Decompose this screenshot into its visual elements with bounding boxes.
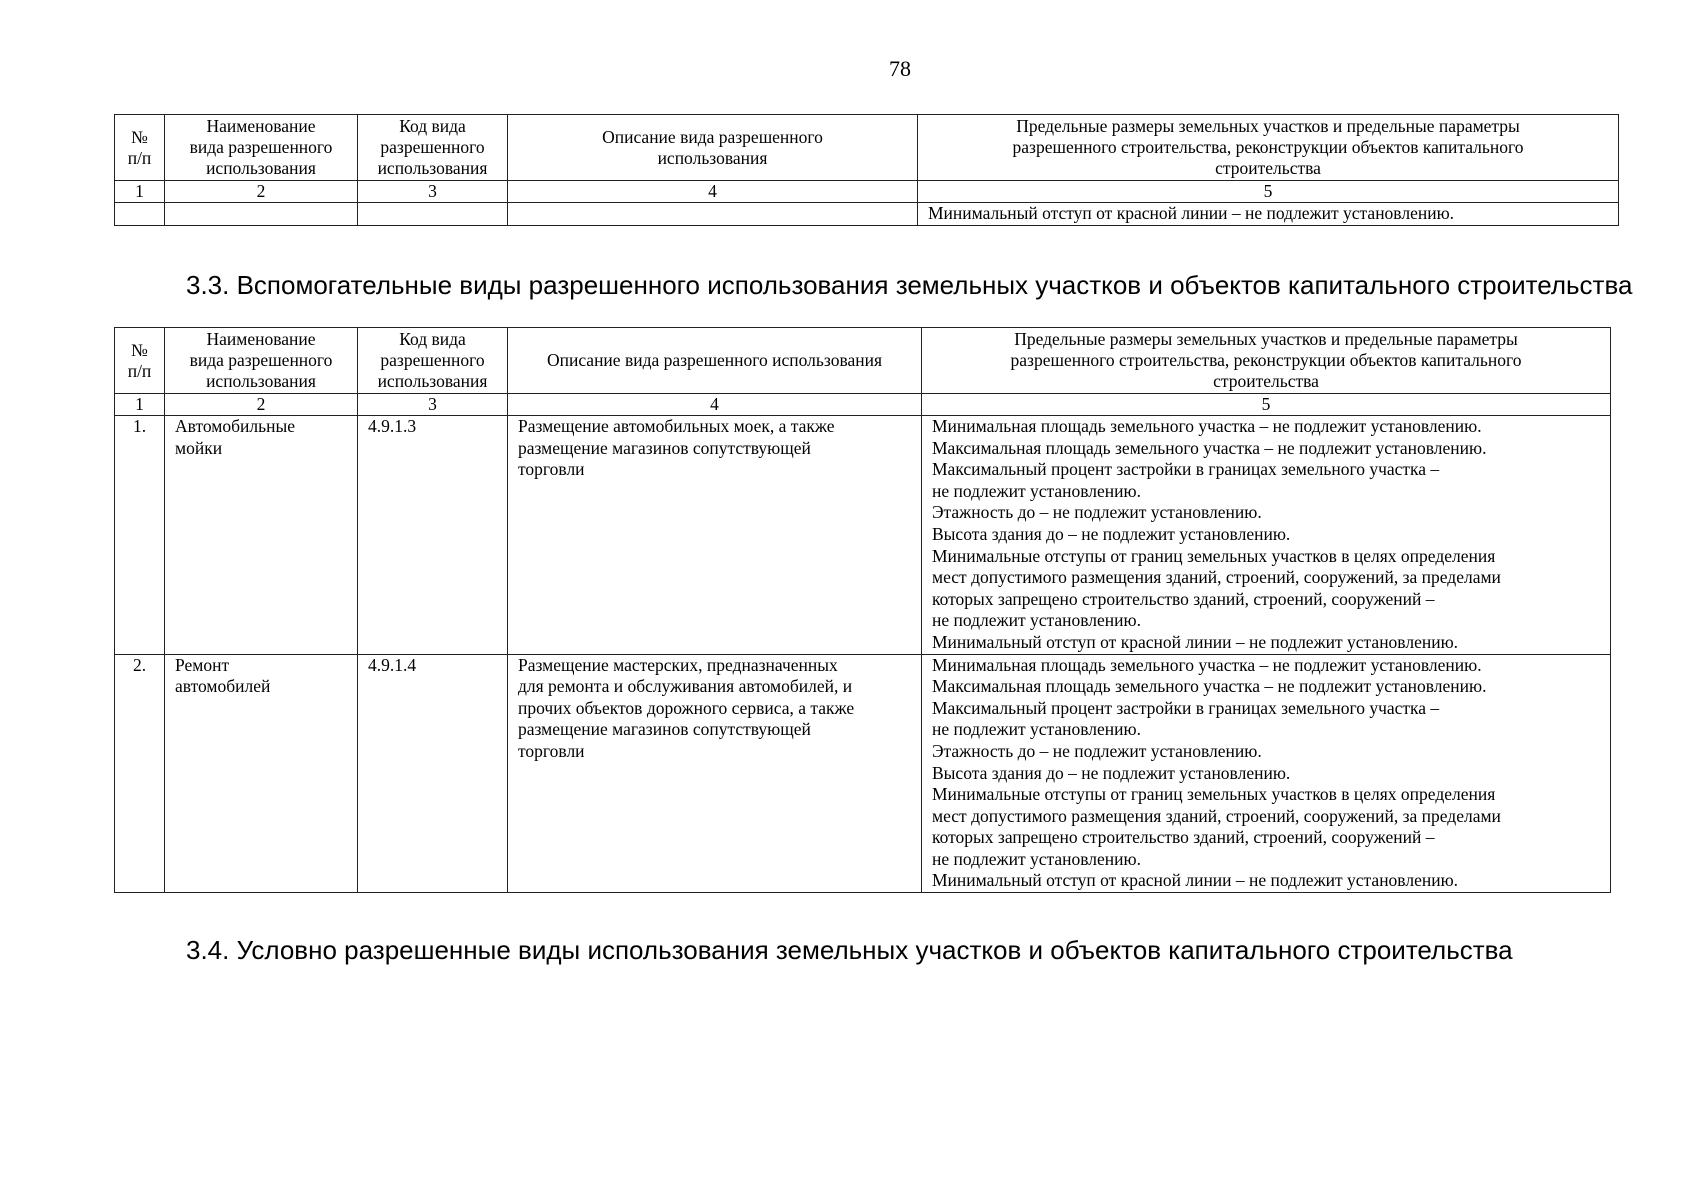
column-number: 3 [358, 181, 508, 203]
cell-no: 1. [115, 416, 165, 655]
table-header-row [115, 115, 1619, 181]
column-number-row [115, 181, 1619, 203]
header-description: Описание вида разрешенного использования [508, 115, 918, 181]
header-params: Предельные размеры земельных участков и предельные параметры разрешенного строительства, реконструкции объектов капитального строительства [918, 115, 1619, 181]
cell-description [508, 203, 918, 226]
section-heading-3-4: 3.4. Условно разрешенные виды использования земельных участков и объектов капитального строительства [186, 935, 1513, 965]
column-number: 1 [115, 394, 165, 416]
header-code: Код вида разрешенного использования [358, 328, 508, 394]
table-header-row [115, 328, 1611, 394]
zoning-table-auxiliary [114, 327, 1611, 893]
cell-params: Минимальный отступ от красной линии – не подлежит установлению. [918, 203, 1619, 226]
table-row [115, 203, 1619, 226]
cell-params: Минимальная площадь земельного участка – не подлежит установлению. Максимальная площадь земельного участка – не подлежит установлению. Максимальный процент застройки в границах земельного участка – не подлежит установлению. Этажность до – не подлежит установлению. Высота здания до – не подлежит установлению. Минимальные отступы от границ земельных участков в целях определения мест допустимого размещения зданий, строений, сооружений, за пределами которых запрещено строительство зданий, строений, сооружений – не подлежит установлению. Минимальный отступ от красной линии – не подлежит установлению. [922, 654, 1611, 893]
cell-name: Автомобильные мойки [165, 416, 358, 655]
table-row [115, 654, 1611, 893]
column-number: 1 [115, 181, 165, 203]
cell-params: Минимальная площадь земельного участка – не подлежит установлению. Максимальная площадь земельного участка – не подлежит установлению. Максимальный процент застройки в границах земельного участка – не подлежит установлению. Этажность до – не подлежит установлению. Высота здания до – не подлежит установлению. Минимальные отступы от границ земельных участков в целях определения мест допустимого размещения зданий, строений, сооружений, за пределами которых запрещено строительство зданий, строений, сооружений – не подлежит установлению. Минимальный отступ от красной линии – не подлежит установлению. [922, 416, 1611, 655]
header-code: Код вида разрешенного использования [358, 115, 508, 181]
zoning-table-continued [114, 114, 1619, 226]
table-row [115, 416, 1611, 655]
column-number: 2 [165, 394, 358, 416]
header-params: Предельные размеры земельных участков и предельные параметры разрешенного строительства, реконструкции объектов капитального строительства [922, 328, 1611, 394]
column-number-row [115, 394, 1611, 416]
cell-code: 4.9.1.4 [358, 654, 508, 893]
cell-code: 4.9.1.3 [358, 416, 508, 655]
column-number: 5 [918, 181, 1619, 203]
column-number: 4 [508, 181, 918, 203]
header-description: Описание вида разрешенного использования [508, 328, 922, 394]
section-heading-3-3: 3.3. Вспомогательные виды разрешенного использования земельных участков и объектов капитального строительства [186, 270, 1633, 300]
cell-name: Ремонт автомобилей [165, 654, 358, 893]
column-number: 5 [922, 394, 1611, 416]
cell-no: 2. [115, 654, 165, 893]
column-number: 4 [508, 394, 922, 416]
cell-no [115, 203, 165, 226]
column-number: 2 [165, 181, 358, 203]
header-name: Наименование вида разрешенного использования [165, 328, 358, 394]
cell-name [165, 203, 358, 226]
header-no: № п/п [115, 115, 165, 181]
column-number: 3 [358, 394, 508, 416]
cell-code [358, 203, 508, 226]
header-name: Наименование вида разрешенного использования [165, 115, 358, 181]
header-no: № п/п [115, 328, 165, 394]
cell-description: Размещение автомобильных моек, а также размещение магазинов сопутствующей торговли [508, 416, 922, 655]
page-number: 78 [889, 56, 911, 81]
cell-description: Размещение мастерских, предназначенных для ремонта и обслуживания автомобилей, и прочих объектов дорожного сервиса, а также размещение магазинов сопутствующей торговли [508, 654, 922, 893]
